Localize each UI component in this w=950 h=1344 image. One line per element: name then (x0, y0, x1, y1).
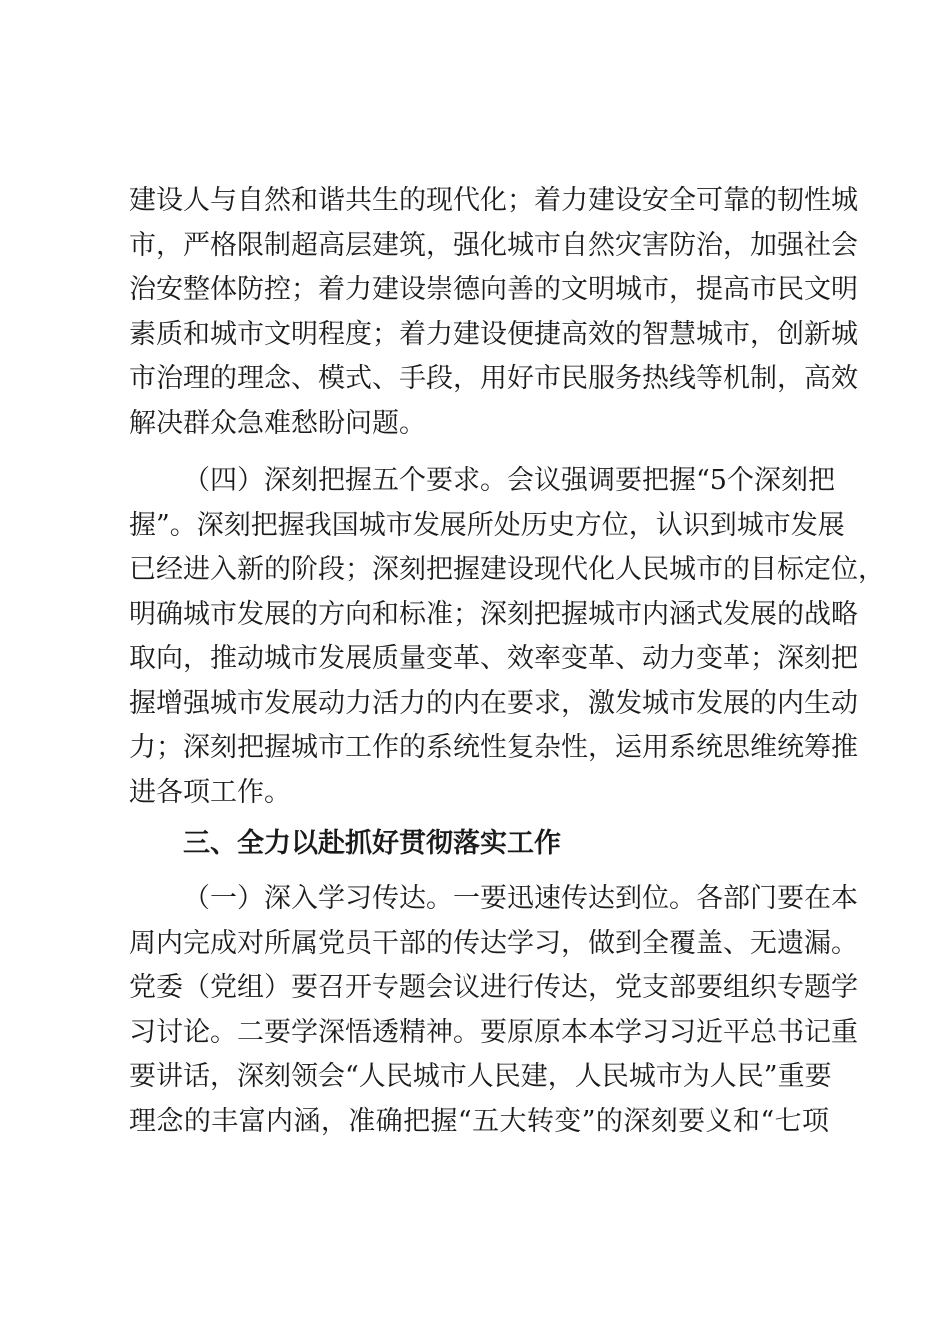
text-line: （四）深刻把握五个要求。会议强调要把握“5个深刻把 (183, 465, 835, 496)
text-line: 进各项工作。 (129, 776, 291, 808)
text-line: 市，严格限制超高层建筑，强化城市自然灾害防治，加强社会 (129, 229, 858, 261)
text-line: 习讨论。二要学深悟透精神。要原原本本学习习近平总书记重 (129, 1016, 858, 1048)
text-line: 握”。深刻把握我国城市发展所处历史方位，认识到城市发展 (129, 509, 845, 541)
paragraph-city-construction (129, 179, 858, 446)
text-line: （一）深入学习传达。一要迅速传达到位。各部门要在本 (183, 883, 858, 914)
text-line: 市治理的理念、模式、手段，用好市民服务热线等机制，高效 (129, 363, 858, 394)
section-heading-3 (129, 822, 829, 867)
text-line: 取向，推动城市发展质量变革、效率变革、动力变革；深刻把 (129, 643, 858, 674)
section-heading: 三、全力以赴抓好贯彻落实工作 (183, 828, 561, 859)
text-line: 解决群众急难愁盼问题。 (129, 407, 426, 439)
text-line: 周内完成对所属党员干部的传达学习，做到全覆盖、无遗漏。 (129, 927, 858, 959)
paragraph-five-requirements (129, 459, 885, 815)
text-line: 素质和城市文明程度；着力建设便捷高效的智慧城市，创新城 (129, 318, 858, 350)
text-line: 理念的丰富内涵，准确把握“五大转变”的深刻要义和“七项 (129, 1105, 829, 1137)
text-line: 党委（党组）要召开专题会议进行传达，党支部要组织专题学 (129, 972, 858, 1003)
paragraph-study-communicate (129, 877, 858, 1144)
text-line: 建设人与自然和谐共生的现代化；着力建设安全可靠的韧性城 (129, 185, 858, 216)
text-line: 力；深刻把握城市工作的系统性复杂性，运用系统思维统筹推 (129, 732, 858, 763)
text-line: 握增强城市发展动力活力的内在要求，激发城市发展的内生动 (129, 687, 858, 719)
text-line: 治安整体防控；着力建设崇德向善的文明城市，提高市民文明 (129, 274, 858, 305)
text-line: 要讲话，深刻领会“人民城市人民建，人民城市为人民”重要 (129, 1061, 832, 1092)
text-line: 已经进入新的阶段；深刻把握建设现代化人民城市的目标定位， (129, 554, 885, 585)
text-line: 明确城市发展的方向和标准；深刻把握城市内涵式发展的战略 (129, 598, 858, 630)
